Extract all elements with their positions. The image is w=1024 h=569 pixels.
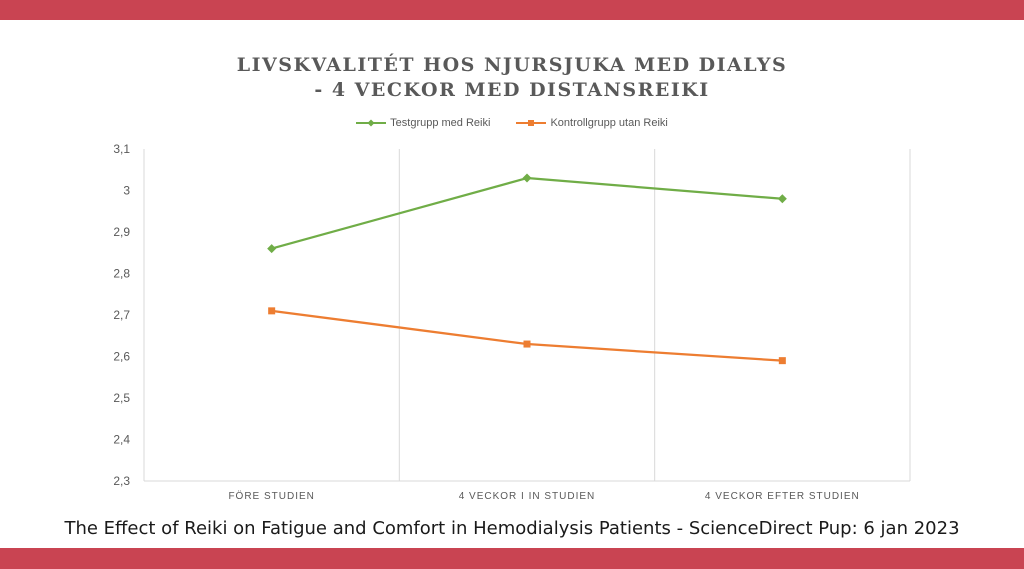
y-tick-label: 2,9 (113, 225, 130, 239)
y-tick-label: 2,7 (113, 308, 130, 322)
legend-label-kontrollgrupp: Kontrollgrupp utan Reiki (550, 117, 668, 129)
y-tick-label: 2,8 (113, 266, 130, 281)
chart-title-line-2: - 4 VECKOR MED DISTANSREIKI (314, 79, 710, 101)
y-tick-label: 3 (123, 183, 130, 198)
y-tick-label: 2,4 (113, 432, 130, 447)
x-category-label: FÖRE STUDIEN (228, 491, 315, 502)
data-point-kontrollgrupp (779, 357, 786, 364)
data-point-kontrollgrupp (268, 307, 275, 314)
x-category-label: 4 VECKOR I IN STUDIEN (458, 491, 596, 502)
data-point-kontrollgrupp (524, 341, 531, 348)
data-point-testgrupp (523, 174, 532, 183)
y-tick-label: 2,6 (113, 349, 130, 364)
y-tick-label: 2,3 (113, 474, 130, 488)
series-line-testgrupp (272, 178, 783, 249)
y-tick-label: 3,1 (113, 142, 130, 156)
source-caption: The Effect of Reiki on Fatigue and Comfort in Hemodialysis Patients - ScienceDirect Pup: 6 jan 2023 (64, 518, 960, 539)
chart-title-line-1: LIVSKVALITÉT HOS NJURSJUKA MED DIALYS (236, 54, 788, 76)
y-tick-label: 2,5 (113, 391, 130, 405)
data-point-testgrupp (267, 244, 276, 253)
legend-label-testgrupp: Testgrupp med Reiki (390, 117, 491, 129)
series-line-kontrollgrupp (272, 311, 783, 361)
x-category-label: 4 VECKOR EFTER STUDIEN (704, 491, 860, 502)
bottom-band (0, 548, 1024, 569)
data-point-testgrupp (778, 194, 787, 203)
